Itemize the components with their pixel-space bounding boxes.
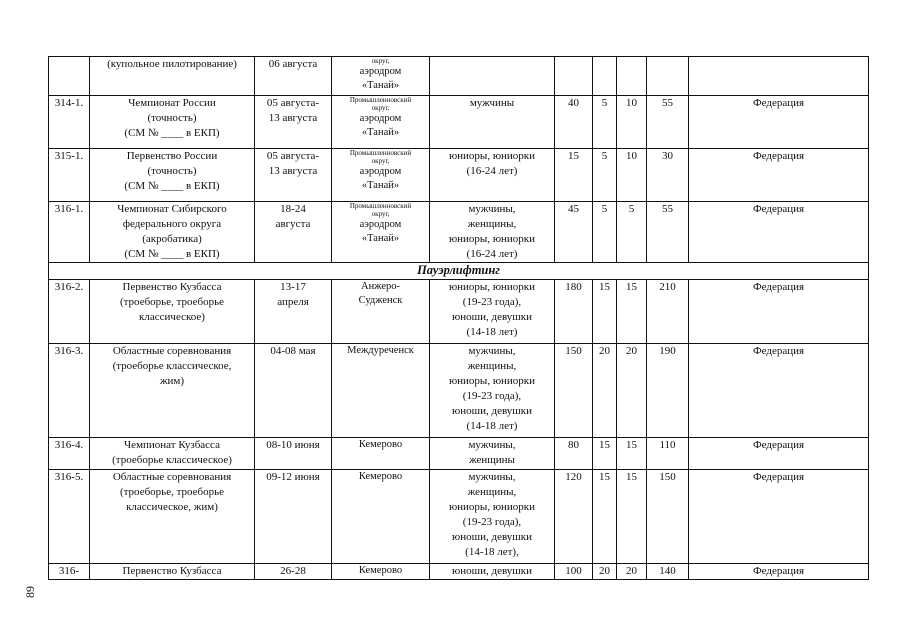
text-line: юноши, девушки [452,531,532,543]
total-count: 210 [647,280,689,344]
text-line: (СМ № ____ в ЕКП) [124,248,220,260]
row-number: 316- [49,564,90,580]
text-line: Чемпионат России [128,97,216,109]
text-line: 06 августа [268,58,318,70]
text-line: (19-23 года), [462,390,522,402]
text-line: мужчины, [468,345,516,357]
total-count: 190 [647,344,689,438]
text-line: Областные соревнования [112,471,232,483]
text-line: апреля [277,296,309,308]
text-line: аэродром [359,66,402,77]
text-line: федерального округа [122,218,222,230]
text-line: юноши, девушки [452,405,532,417]
row-number: 314-1. [49,96,90,149]
organizer: Федерация [689,344,869,438]
participants-count [555,57,593,96]
text-line: «Танай» [361,80,400,91]
text-line: юниоры, юниорки [448,233,536,245]
text-line: Первенство России [126,150,218,162]
text-line: (16-24 лет) [466,165,518,177]
participants [430,57,555,96]
text-line: женщины, [467,486,517,498]
judges-count: 5 [593,96,617,149]
schedule-sheet [48,56,869,580]
judges-count [593,57,617,96]
text-line: (троеборье классическое, [112,360,232,372]
text-line: (троеборье классическое) [112,454,232,466]
competition-place [332,470,430,564]
competition-name [90,344,255,438]
participants-count: 80 [555,438,593,470]
participants-count: 40 [555,96,593,149]
competition-dates [255,470,332,564]
officials-count: 20 [617,564,647,580]
text-line: Кемерово [358,471,403,482]
competition-place [332,149,430,202]
text-line: 05 августа- [266,97,320,109]
judges-count: 20 [593,564,617,580]
competition-dates [255,96,332,149]
text-line: округ, [371,57,390,65]
participants [430,564,555,580]
organizer: Федерация [689,202,869,263]
text-line: Первенство Кузбасса [122,565,222,577]
text-line: (точность) [147,165,197,177]
text-line: 13-17 [280,281,306,293]
table-row [49,202,869,263]
competition-dates [255,202,332,263]
officials-count: 15 [617,280,647,344]
competition-name [90,96,255,149]
table-row [49,438,869,470]
participants-count: 45 [555,202,593,263]
row-number: 315-1. [49,149,90,202]
text-line: 13 августа [268,165,318,177]
officials-count: 10 [617,96,647,149]
table-row [49,280,869,344]
participants [430,202,555,263]
text-line: юноши, девушки [452,311,532,323]
table-row [49,149,869,202]
text-line: Междуреченск [347,345,414,356]
text-line: аэродром [359,219,402,230]
competition-name [90,470,255,564]
row-number [49,57,90,96]
total-count [647,57,689,96]
text-line: Судженск [358,295,403,306]
competition-place [332,57,430,96]
text-line: (троеборье, троеборье [119,486,225,498]
text-line: (купольное пилотирование) [107,58,237,70]
competition-place [332,344,430,438]
text-line: 18-24 [280,203,306,215]
text-line: мужчины, [468,471,516,483]
text-line: (14-18 лет), [465,546,519,558]
text-line: 13 августа [268,112,318,124]
competition-place [332,202,430,263]
officials-count: 15 [617,470,647,564]
judges-count: 5 [593,202,617,263]
text-line: Кемерово [358,565,403,576]
text-line: женщины, [467,218,517,230]
participants [430,149,555,202]
organizer: Федерация [689,438,869,470]
text-line: мужчины [469,97,515,109]
participants-count: 100 [555,564,593,580]
judges-count: 15 [593,438,617,470]
text-line: августа [275,218,311,230]
text-line: аэродром [359,166,402,177]
table-row [49,57,869,96]
text-line: (16-24 лет) [466,248,518,260]
competition-dates [255,149,332,202]
text-line: (троеборье, троеборье [119,296,225,308]
section-row [49,263,869,280]
text-line: аэродром [359,113,402,124]
text-line: классическое, жим) [126,501,218,513]
text-line: 05 августа- [266,150,320,162]
participants [430,96,555,149]
total-count: 55 [647,96,689,149]
competition-dates [255,438,332,470]
table-row [49,564,869,580]
officials-count: 20 [617,344,647,438]
officials-count: 15 [617,438,647,470]
text-line: округ, [371,210,390,218]
competition-dates [255,280,332,344]
text-line: «Танай» [361,233,400,244]
text-line: Областные соревнования [112,345,232,357]
officials-count [617,57,647,96]
participants-count: 180 [555,280,593,344]
organizer: Федерация [689,564,869,580]
text-line: 08-10 июня [266,439,320,451]
competition-name [90,564,255,580]
table-row [49,96,869,149]
organizer [689,57,869,96]
organizer: Федерация [689,149,869,202]
participants [430,438,555,470]
text-line: мужчины, [468,203,516,215]
section-title: Пауэрлифтинг [49,263,869,280]
row-number: 316-3. [49,344,90,438]
organizer: Федерация [689,470,869,564]
competition-dates [255,564,332,580]
page-number: 89 [23,586,37,598]
judges-count: 15 [593,470,617,564]
text-line: (точность) [147,112,197,124]
text-line: Промышленновский [349,96,412,104]
total-count: 140 [647,564,689,580]
text-line: Чемпионат Кузбасса [124,439,220,451]
competition-place [332,438,430,470]
text-line: жим) [159,375,185,387]
judges-count: 15 [593,280,617,344]
text-line: «Танай» [361,180,400,191]
row-number: 316-2. [49,280,90,344]
row-number: 316-5. [49,470,90,564]
competition-dates [255,344,332,438]
competition-place [332,280,430,344]
competition-place [332,96,430,149]
table-row [49,344,869,438]
text-line: женщины, [467,360,517,372]
text-line: округ, [371,104,390,112]
text-line: округ, [371,157,390,165]
participants-count: 15 [555,149,593,202]
text-line: Анжеро- [361,281,400,292]
officials-count: 5 [617,202,647,263]
text-line: 04-08 мая [270,345,316,357]
text-line: (19-23 года), [462,516,522,528]
total-count: 150 [647,470,689,564]
text-line: (акробатика) [142,233,202,245]
text-line: юниоры, юниорки [448,501,536,513]
participants [430,470,555,564]
text-line: женщины [469,454,515,466]
text-line: «Танай» [361,127,400,138]
organizer: Федерация [689,280,869,344]
text-line: (СМ № ____ в ЕКП) [124,180,220,192]
total-count: 55 [647,202,689,263]
officials-count: 10 [617,149,647,202]
text-line: Промышленновский [349,202,412,210]
row-number: 316-4. [49,438,90,470]
text-line: 26-28 [280,565,306,577]
competitions-table [48,56,869,580]
text-line: мужчины, [468,439,516,451]
competition-name [90,280,255,344]
participants [430,344,555,438]
text-line: юноши, девушки [452,565,532,577]
text-line: (19-23 года), [462,296,522,308]
text-line: 09-12 июня [266,471,320,483]
participants-count: 150 [555,344,593,438]
text-line: юниоры, юниорки [448,281,536,293]
text-line: Промышленновский [349,149,412,157]
text-line: (СМ № ____ в ЕКП) [124,127,220,139]
competition-place [332,564,430,580]
text-line: Кемерово [358,439,403,450]
competition-name [90,202,255,263]
text-line: юниоры, юниорки [448,150,536,162]
competition-dates [255,57,332,96]
row-number: 316-1. [49,202,90,263]
text-line: Чемпионат Сибирского [117,203,227,215]
organizer: Федерация [689,96,869,149]
participants [430,280,555,344]
text-line: классическое) [139,311,205,323]
competition-name [90,149,255,202]
text-line: юниоры, юниорки [448,375,536,387]
text-line: (14-18 лет) [466,326,518,338]
competition-name [90,438,255,470]
judges-count: 20 [593,344,617,438]
total-count: 110 [647,438,689,470]
participants-count: 120 [555,470,593,564]
text-line: (14-18 лет) [466,420,518,432]
competition-name [90,57,255,96]
text-line: Первенство Кузбасса [122,281,222,293]
judges-count: 5 [593,149,617,202]
table-row [49,470,869,564]
total-count: 30 [647,149,689,202]
